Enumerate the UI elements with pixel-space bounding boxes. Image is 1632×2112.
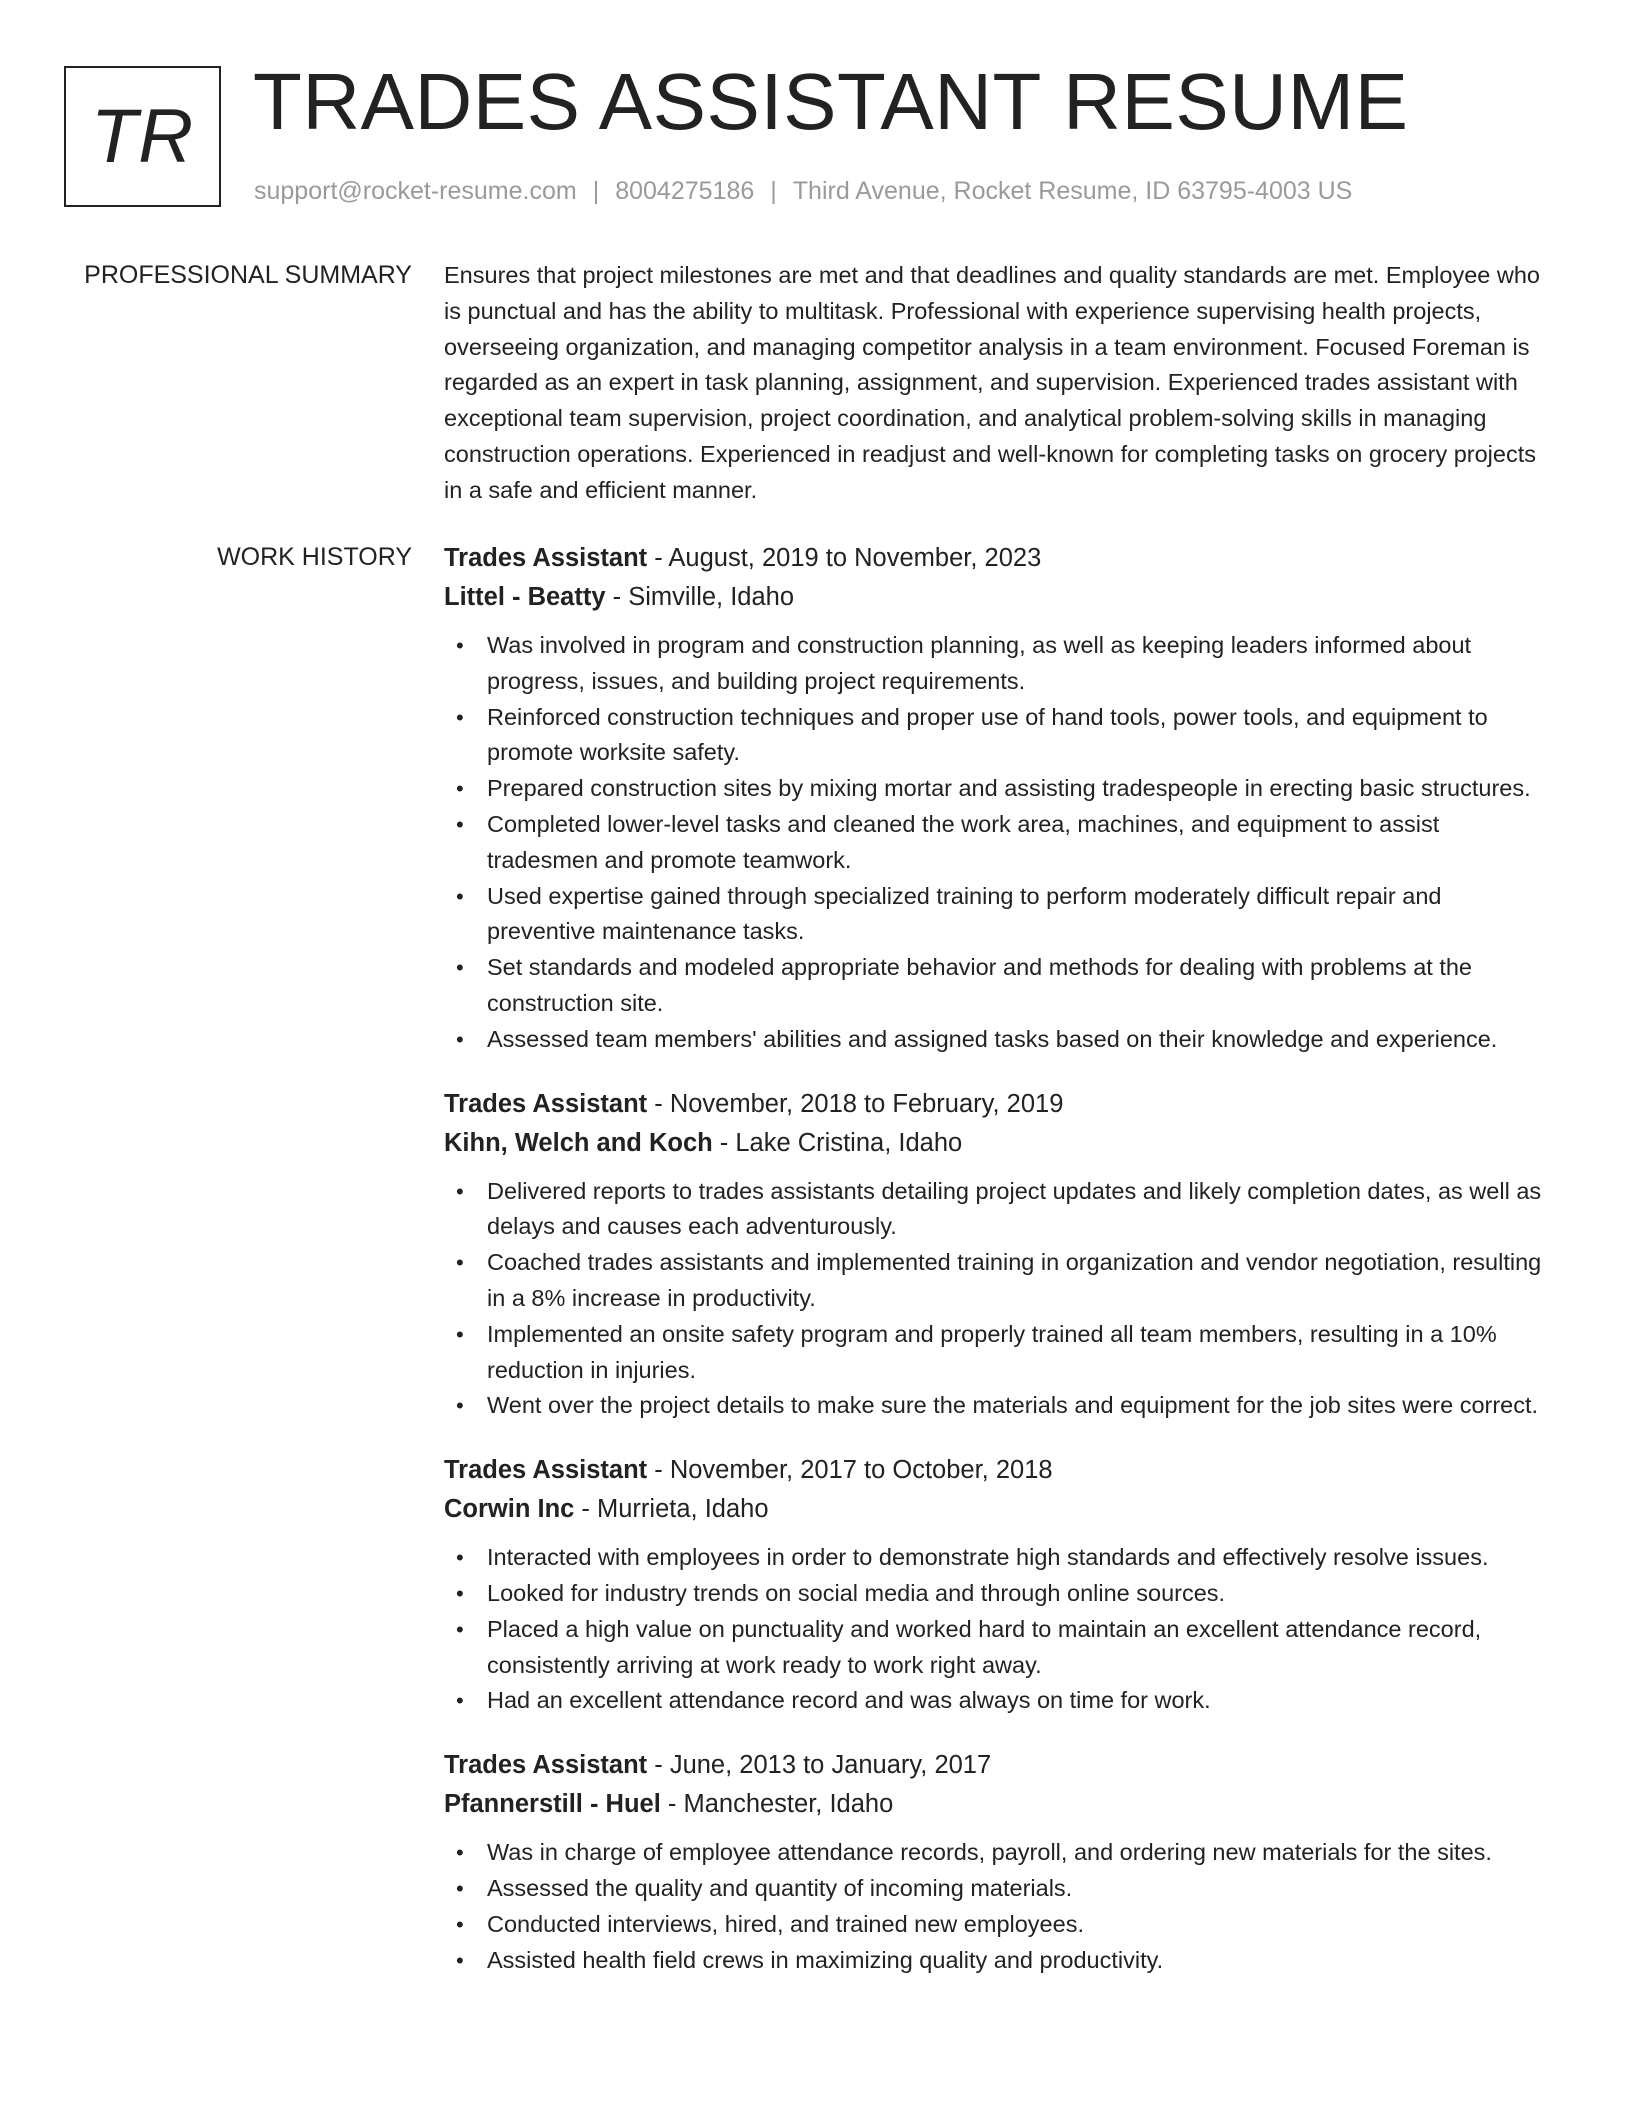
monogram-badge (64, 66, 221, 207)
job-bullet: • Prepared construction sites by mixing mortar and assisting tradespeople in erecting basic structures. (444, 771, 1556, 807)
job-location: - Murrieta, Idaho (574, 1495, 769, 1524)
job-location: - Lake Cristina, Idaho (712, 1128, 963, 1157)
job-dates: - November, 2018 to February, 2019 (647, 1089, 1064, 1118)
job-bullet: • Used expertise gained through specialized training to perform moderately difficult repair and preventive maintenance tasks. (444, 879, 1556, 951)
job-location: - Simville, Idaho (605, 583, 795, 611)
resume-title: TRADES ASSISTANT RESUME (253, 57, 1409, 146)
job-bullets (444, 628, 1556, 1058)
job-bullet: • Assessed the quality and quantity of incoming materials. (444, 1871, 1556, 1907)
job-dates: - June, 2013 to January, 2017 (647, 1751, 992, 1780)
job-bullet: • Reinforced construction techniques and proper use of hand tools, power tools, and equipment to promote worksite safety. (444, 700, 1556, 772)
job-bullet: • Delivered reports to trades assistants detailing project updates and likely completion dates, as well as delays and causes each adventurously. (444, 1174, 1556, 1246)
job-bullets (444, 1540, 1556, 1719)
job-company: Littel - Beatty (444, 583, 606, 611)
job-entry (444, 1451, 1556, 1719)
contact-address: Third Avenue, Rocket Resume, ID 63795-4003 US (792, 177, 1353, 205)
contact-email[interactable]: support@rocket-resume.com (254, 177, 577, 205)
job-company-line (444, 1124, 1556, 1163)
job-company: Corwin Inc (444, 1495, 575, 1524)
job-bullet: • Completed lower-level tasks and cleaned the work area, machines, and equipment to assist tradesmen and promote teamwork. (444, 807, 1556, 879)
job-bullet: • Went over the project details to make sure the materials and equipment for the job sites were correct. (444, 1388, 1556, 1424)
job-company: Kihn, Welch and Koch (444, 1128, 713, 1157)
job-bullet: • Set standards and modeled appropriate behavior and methods for dealing with problems at the construction site. (444, 950, 1556, 1022)
work-history-list (444, 539, 1556, 2005)
job-bullet: • Conducted interviews, hired, and trained new employees. (444, 1907, 1556, 1943)
job-entry (444, 539, 1556, 1058)
job-bullet: • Had an excellent attendance record and was always on time for work. (444, 1683, 1556, 1719)
summary-text: Ensures that project milestones are met and that deadlines and quality standards are met. Employee who is punctual and has the ability to multitask. Professional with experience supervising health projects, overseeing organization, and managing competitor analysis in a team environment. Focused Foreman is regarded as an expert in task planning, assignment, and supervision. Experienced trades assistant with exceptional team supervision, project coordination, and analytical problem-solving skills in managing construction operations. Experienced in readjust and well-known for completing tasks on grocery projects in a safe and efficient manner. (444, 262, 1540, 503)
job-bullet: • Placed a high value on punctuality and worked hard to maintain an excellent attendance record, consistently arriving at work ready to work right away. (444, 1612, 1556, 1684)
job-company-line (444, 578, 1556, 617)
job-company: Pfannerstill - Huel (444, 1790, 661, 1819)
job-company-line (444, 1490, 1556, 1529)
job-title-line (444, 1085, 1556, 1124)
job-bullet: • Assessed team members' abilities and assigned tasks based on their knowledge and experience. (444, 1022, 1556, 1058)
job-company-line (444, 1785, 1556, 1824)
job-dates: - November, 2017 to October, 2018 (647, 1456, 1053, 1485)
job-bullet: • Assisted health field crews in maximizing quality and productivity. (444, 1943, 1556, 1979)
job-entry (444, 1746, 1556, 1978)
job-bullet: • Looked for industry trends on social media and through online sources. (444, 1576, 1556, 1612)
job-bullets (444, 1174, 1556, 1425)
contact-separator: | (592, 177, 600, 205)
job-title: Trades Assistant (444, 1456, 648, 1485)
job-bullet: • Was involved in program and construction planning, as well as keeping leaders informed about progress, issues, and building project requirements. (444, 628, 1556, 700)
contact-line (254, 173, 1352, 209)
job-bullet: • Interacted with employees in order to demonstrate high standards and effectively resolve issues. (444, 1540, 1556, 1576)
job-location: - Manchester, Idaho (660, 1790, 894, 1819)
contact-separator: | (770, 177, 777, 205)
job-title: Trades Assistant (444, 1751, 648, 1780)
contact-phone[interactable]: 8004275186 (615, 177, 755, 205)
job-bullet: • Coached trades assistants and implemented training in organization and vendor negotiation, resulting in a 8% increase in productivity. (444, 1245, 1556, 1317)
job-dates: - August, 2019 to November, 2023 (647, 544, 1042, 572)
monogram-initials: TR (90, 94, 195, 179)
job-entry (444, 1085, 1556, 1425)
job-title-line (444, 1746, 1556, 1785)
section-label-work-history: WORK HISTORY (217, 543, 412, 571)
job-bullets (444, 1835, 1556, 1978)
job-title: Trades Assistant (444, 1089, 648, 1118)
job-title: Trades Assistant (444, 544, 648, 572)
section-label-summary: PROFESSIONAL SUMMARY (84, 261, 412, 289)
job-bullet: • Implemented an onsite safety program and properly trained all team members, resulting in a 10% reduction in injuries. (444, 1317, 1556, 1389)
job-bullet: • Was in charge of employee attendance records, payroll, and ordering new materials for the sites. (444, 1835, 1556, 1871)
job-title-line (444, 539, 1556, 578)
job-title-line (444, 1451, 1556, 1490)
